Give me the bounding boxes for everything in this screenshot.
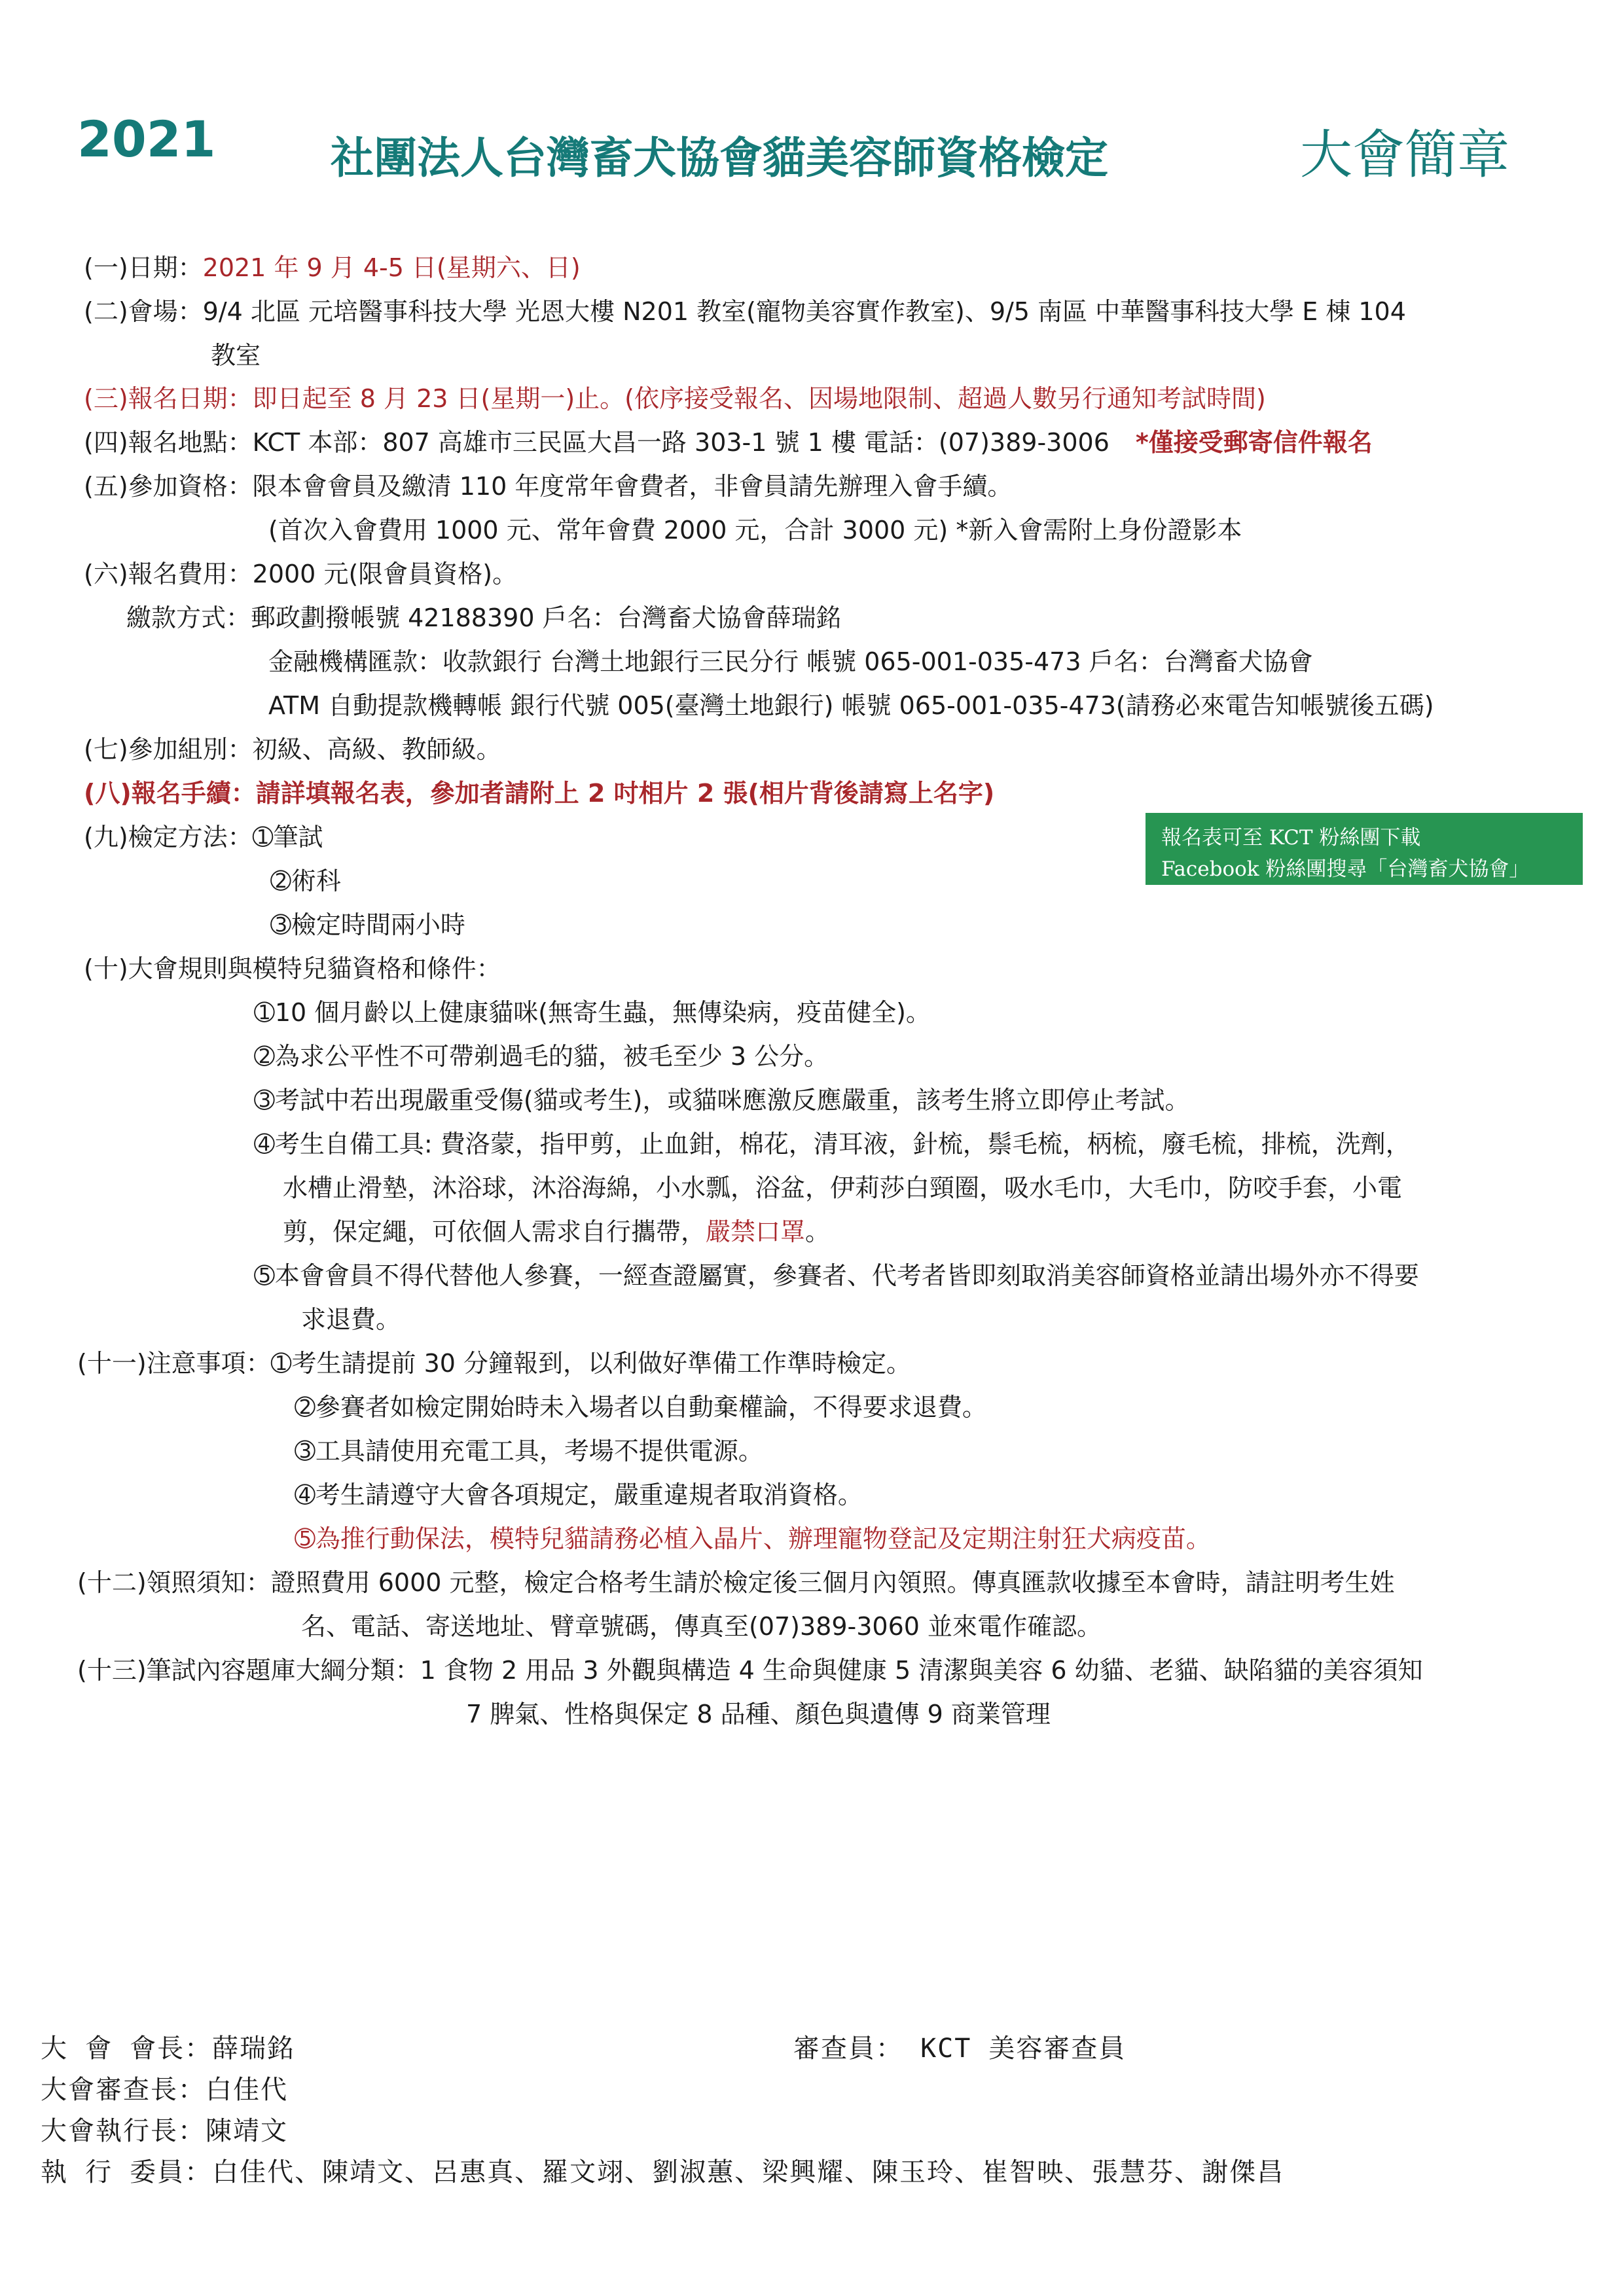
section-syllabus-cont: 7 脾氣、性格與保定 8 品種、顏色與遺傳 9 商業管理 — [466, 1700, 1051, 1729]
section-syllabus — [77, 1653, 1423, 1687]
section-method-item-2: ➁術科 — [270, 867, 341, 895]
footer-executive: 大會執行長：陳靖文 — [41, 2116, 288, 2146]
section-venue-cont: 教室 — [211, 341, 261, 370]
section-license-cont: 名、電話、寄送地址、臂章號碼，傳真至(07)389-3060 並來電作確認。 — [301, 1612, 1102, 1641]
section-payment-label: 繳款方式： — [126, 603, 251, 632]
footer-president: 大 會 會長：薛瑞銘 — [41, 2034, 295, 2064]
section-eligibility — [84, 469, 1012, 503]
section-date — [84, 251, 581, 285]
section-method-label: (九)檢定方法： — [84, 823, 253, 852]
note-1: ➀考生請提前 30 分鐘報到，以利做好準備工作準時檢定。 — [270, 1349, 912, 1378]
section-syllabus-text: 1 食物 2 用品 3 外觀與構造 4 生命與健康 5 清潔與美容 6 幼貓、老貓、缺陷貓的美容須知 — [420, 1656, 1423, 1685]
section-date-text: 2021 年 9 月 4-5 日(星期六、日) — [202, 253, 581, 282]
section-venue-label: (二)會場： — [84, 297, 203, 326]
notice-box — [1146, 813, 1583, 885]
section-eligibility-text: 限本會會員及繳清 110 年度常年會費者，非會員請先辦理入會手續。 — [252, 472, 1013, 501]
rule-4: ➃考生自備工具: 費洛蒙，指甲剪，止血鉗，棉花，清耳液，針梳，鬃毛梳，柄梳，廢毛梳，排梳，洗劑， — [254, 1130, 1411, 1158]
note-3: ➂工具請使用充電工具，考場不提供電源。 — [295, 1437, 763, 1465]
section-license — [77, 1566, 1395, 1600]
section-signup-date — [84, 382, 1266, 416]
rule-3: ➂考試中若出現嚴重受傷(貓或考生)，或貓咪應激反應嚴重，該考生將立即停止考試。 — [254, 1086, 1190, 1115]
section-eligibility-label: (五)參加資格： — [84, 472, 253, 501]
note-2: ➁參賽者如檢定開始時未入場者以自動棄權論，不得要求退費。 — [295, 1393, 987, 1422]
footer-reviewer: 審查員： KCT 美容審查員 — [793, 2034, 1127, 2064]
rule-5: ➄本會會員不得代替他人參賽，一經查證屬實，參賽者、代考者皆即刻取消美容師資格並請出場外亦不得要 — [254, 1261, 1419, 1290]
section-method — [84, 820, 323, 854]
section-eligibility-cont: (首次入會費用 1000 元、常年會費 2000 元，合計 3000 元) *新入會需附上身份證影本 — [268, 516, 1242, 545]
section-fee-label: (六)報名費用： — [84, 560, 253, 588]
section-notes-label: (十一)注意事項： — [77, 1349, 271, 1378]
section-signup-location-label: (四)報名地點： — [84, 428, 253, 457]
rule-4-cont-2 — [283, 1215, 830, 1249]
footer-chief-judge: 大會審查長：白佳代 — [41, 2075, 288, 2105]
section-date-label: (一)日期： — [84, 253, 203, 282]
section-payment-atm: ATM 自動提款機轉帳 銀行代號 005(臺灣土地銀行) 帳號 065-001-035-473(請務必來電告知帳號後五碼) — [268, 691, 1434, 720]
rule-4-mask-warning: 嚴禁口罩 — [706, 1217, 806, 1246]
section-rules-label: (十)大會規則與模特兒貓資格和條件： — [84, 954, 501, 983]
rule-4-tools-end: 剪，保定繩，可依個人需求自行攜帶， — [283, 1217, 706, 1246]
footer-committee: 執 行 委員：白佳代、陳靖文、呂惠真、羅文翊、劉淑蕙、梁興耀、陳玉玲、崔智映、張慧芬、謝傑昌 — [41, 2157, 1285, 2187]
section-signup-date-label: (三)報名日期： — [84, 384, 253, 413]
section-payment-bank: 金融機構匯款：收款銀行 台灣土地銀行三民分行 帳號 065-001-035-473 戶名：台灣畜犬協會 — [268, 647, 1313, 676]
header-year: 2021 — [77, 110, 216, 168]
rule-1: ➀10 個月齡以上健康貓咪(無寄生蟲，無傳染病，疫苗健全)。 — [254, 998, 931, 1027]
rule-5-cont: 求退費。 — [301, 1305, 401, 1334]
section-signup-location-text: KCT 本部：807 高雄市三民區大昌一路 303-1 號 1 樓 電話：(07)389-3006 — [252, 428, 1110, 457]
rule-4-period: 。 — [805, 1217, 831, 1246]
section-license-label: (十二)領照須知： — [77, 1568, 271, 1597]
header-title: 社團法人台灣畜犬協會貓美容師資格檢定 — [331, 133, 1108, 183]
section-groups — [84, 732, 501, 766]
header-subtitle: 大會簡章 — [1300, 124, 1509, 185]
notice-box-line1: 報名表可至 KCT 粉絲團下載 — [1161, 826, 1421, 850]
section-fee — [84, 557, 517, 591]
section-venue — [84, 295, 1406, 329]
section-syllabus-label: (十三)筆試內容題庫大綱分類： — [77, 1656, 420, 1685]
rule-4-cont-1: 水槽止滑墊，沐浴球，沐浴海綿，小水瓢，浴盆，伊莉莎白頸圈，吸水毛巾，大毛巾，防咬手套，小電 — [283, 1174, 1403, 1202]
section-signup-location-note: *僅接受郵寄信件報名 — [1135, 428, 1373, 457]
section-notes — [77, 1346, 911, 1380]
section-signup-date-text: 即日起至 8 月 23 日(星期一)止。(依序接受報名、因場地限制、超過人數另行通知考試時間) — [252, 384, 1266, 413]
section-groups-label: (七)參加組別： — [84, 735, 253, 764]
section-venue-text: 9/4 北區 元培醫事科技大學 光恩大樓 N201 教室(寵物美容實作教室)、9/5 南區 中華醫事科技大學 E 棟 104 — [202, 297, 1406, 326]
section-fee-text: 2000 元(限會員資格)。 — [252, 560, 518, 588]
section-groups-text: 初級、高級、教師級。 — [252, 735, 501, 764]
section-license-text: 證照費用 6000 元整，檢定合格考生請於檢定後三個月內領照。傳真匯款收據至本會時，請註明考生姓 — [270, 1568, 1395, 1597]
section-method-item-1: ➀筆試 — [252, 823, 323, 852]
section-procedure: (八)報名手續：請詳填報名表，參加者請附上 2 吋相片 2 張(相片背後請寫上名字) — [84, 779, 995, 808]
section-payment — [126, 601, 841, 635]
section-payment-postal: 郵政劃撥帳號 42188390 戶名：台灣畜犬協會薛瑞銘 — [251, 603, 841, 632]
note-4: ➃考生請遵守大會各項規定，嚴重違規者取消資格。 — [295, 1480, 863, 1509]
note-5: ➄為推行動保法，模特兒貓請務必植入晶片、辦理寵物登記及定期注射狂犬病疫苗。 — [295, 1524, 1211, 1553]
section-signup-location — [84, 425, 1373, 459]
section-method-item-3: ➂檢定時間兩小時 — [270, 910, 465, 939]
rule-2: ➁為求公平性不可帶剃過毛的貓，被毛至少 3 公分。 — [254, 1042, 829, 1071]
notice-box-line2: Facebook 粉絲團搜尋「台灣畜犬協會」 — [1161, 857, 1530, 881]
